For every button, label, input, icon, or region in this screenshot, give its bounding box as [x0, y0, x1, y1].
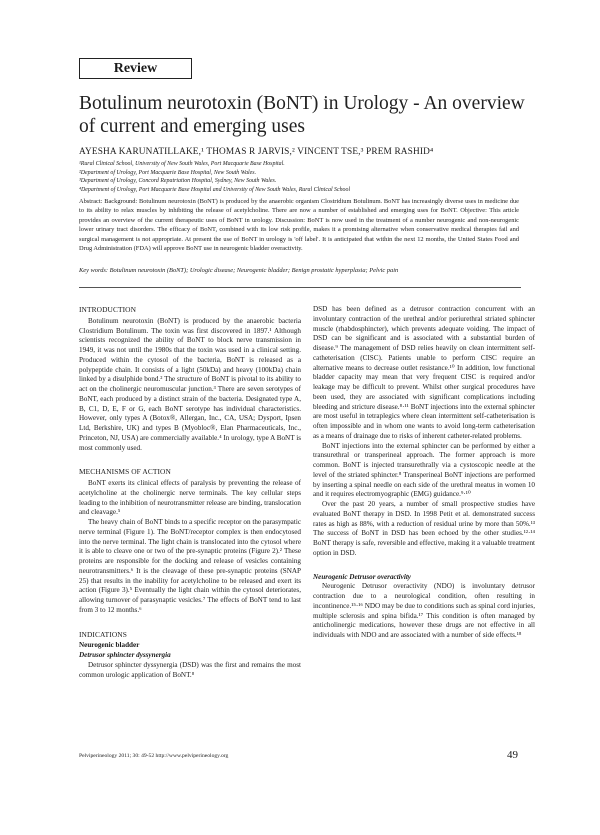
ndo-paragraph-1: Neurogenic Detrusor overactivity (NDO) is involuntary detrusor contraction due to a neurological condition, often resulting in incontinence.¹⁵·¹⁶ NDO may be due to conditions such as spinal cord injuries, multiple sclerosis and spina bifida.¹⁷ This condition is often managed by anticholinergic medications, however these drugs are not effective in all individuals with NDO and are associated with a number of side effects.¹⁸ [313, 582, 535, 639]
affiliation-line: ¹Rural Clinical School, University of New South Wales, Port Macquarie Base Hospital. [79, 161, 285, 167]
mechanisms-paragraph-2: The heavy chain of BoNT binds to a specific receptor on the parasympatic nerve terminal (Figure 1). The BoNT/receptor complex is then endocytosed into the nerve terminal. The light chain is translocated into the cytosol where it is able to cleave one or two of the pre-synaptic proteins (Figure 2).² These proteins are responsible for the docking and release of vesicles containing neurotransmitters.⁶ It is the cleavage of these pre-synaptic proteins (SNAP 25) that results in the inability for acetylcholine to be released and exert its action (Figure 3).⁵ Eventually the light chain within the cytosol deteriorates, allowing turnover of parasynaptic vesicles.⁷ The effects of BoNT tend to last from 3 to 12 months.⁶ [79, 518, 301, 614]
right-column [313, 305, 535, 641]
dsd-paragraph-4: Over the past 20 years, a number of small prospective studies have evaluated BoNT therapy in DSD. In 1998 Petit et al. demonstrated success rates as high as 88%, with a reduction of residual urine by more than 50%.¹³ The success of BoNT in DSD has been echoed by the other studies.¹²·¹⁴ BoNT therapy is safe, reversible and effective, making it a valuable treatment option in DSD. [313, 500, 535, 557]
introduction-paragraph: Botulinum neurotoxin (BoNT) is produced by the anaerobic bacteria Clostridium Botulinum. The toxin was first discovered in 1897.¹ Although scientists recognized the ability of BoNT to block nerve transmission in 1949, it was not until the 1980s that the toxin was used in a clinical setting. Produced within the cytosol of the bacteria, BoNT is released as a polypeptide chain. It consists of a light (50kDa) and heavy (100kDa) chain linked by a disulphide bond.² The structure of BoNT is pivotal to its ability to act on the cholinergic neuromuscular junction.³ There are seven serotypes of BoNT, each produced by a distinct strain of the bacteria. Designated type A, B, C1, D, E, F or G, each BoNT serotype has individual characteristics. However, only types A (Botox®, Allergan, Inc., CA, USA; Dysport, Ipsen Ltd, Berkshire, UK) and types B (Myobloc®, Elan Pharmaceuticals, Inc., Princeton, NJ, USA) are commercially available.⁴ In urology, type A BoNT is most commonly used. [79, 316, 301, 452]
affiliations [79, 160, 549, 195]
ndo-heading: Neurogenic Detrusor overactivity [313, 572, 411, 581]
header-divider [79, 287, 521, 288]
dsd-heading: Detrusor sphincter dyssynergia [79, 651, 171, 659]
mechanisms-paragraph-1: BoNT exerts its clinical effects of paralysis by preventing the release of acetylcholine at the cholinergic nerve terminals. The key cellular steps leading to the inhibition of neurotransmitter release are binding, translocation and cleavage.⁵ [79, 479, 301, 517]
author-list: AYESHA KARUNATILLAKE,¹ THOMAS R JARVIS,² VINCENT TSE,³ PREM RASHID⁴ [79, 147, 434, 157]
mechanisms-heading: MECHANISMS OF ACTION [79, 467, 171, 477]
affiliation-line: ⁴Department of Urology, Port Macquarie Base Hospital and University of New South Wales, Rural Clinical School [79, 187, 351, 194]
dsd-paragraph-1: Detrusor sphincter dyssynergia (DSD) was the first and remains the most common urologic application of BoNT.⁸ [79, 660, 301, 679]
neurogenic-bladder-heading: Neurogenic bladder [79, 641, 140, 650]
footer-citation: Pelviperineology 2011; 30: 49-52 http://www.pelviperineology.org [79, 753, 229, 759]
affiliation-line: ³Department of Urology, Concord Repatriation Hospital, Sydney, New South Wales. [79, 178, 277, 185]
keywords: Key words: Botulinum neurotoxin (BoNT); Urologic disease; Neurogenic bladder; Benign prostatic hyperplasia; Pelvic pain [79, 267, 399, 274]
section-label: Review [113, 60, 158, 76]
abstract: Abstract: Background: Botulinum neurotoxin (BoNT) is produced by the anaerobic organism Clostridium Botulinum. BoNT has increasingly diverse uses in medicine due to its ability to relax muscles by inhibiting the release of acetylcholine. There are now a number of established and emerging uses for BoNT. Objective: This article provides an overview of the current therapeutic uses of BoNT in urology. Discussion: BoNT is now used in the treatment of a number neurogenic and non-neurogenic lower urinary tract disorders. The efficacy of BoNT, combined with its low risk profile, makes it a promising alternative when conservative medical therapies fail and surgical management is not appropriate. At present the use of BoNT in urology is 'off label'. It is anticipated that within the next 12 months, the United States Food and Drug Administration (FDA) will approve BoNT use in neurogenic bladder overactivity. [79, 198, 519, 253]
indications-heading: INDICATIONS [79, 629, 127, 639]
introduction-heading: INTRODUCTION [79, 305, 137, 314]
dsd-paragraph-3: BoNT injections into the external sphincter can be performed by either a transurethral or transperineal approach. The former approach is more common. BoNT is injected transurethrally via a cystoscopic needle at the level of the striated sphincter.⁸ Transperineal BoNT injections are performed by inserting a spinal needle on each side of the urethral meatus in women 10 and it requires electromyographic (EMG) guidance.⁹·¹⁰ [313, 441, 535, 499]
section-label-box [79, 58, 192, 79]
affiliation-line: ²Department of Urology, Port Macquarie Base Hospital, New South Wales. [79, 169, 257, 176]
dsd-paragraph-2: DSD has been defined as a detrusor contraction concurrent with an involuntary contraction of the urethral and/or periurethral striated sphincter muscle (rhabdosphincter), which prevents adequate voiding. The impact of DSD can be significant and is associated with a substantial burden of disease.⁹ The management of DSD relies heavily on clean intermittent self-catheterisation (CISC). Patients unable to perform CISC require an alternative means to decrease outlet resistance.¹⁰ In addition, low functional bladder capacity may mean that very frequent CISC is required and/or leakage may be difficult to prevent. Whilst other surgical procedures have been used, they are associated with significant complications including bleeding and stricture disease.⁸·¹¹ BoNT injections into the external sphincter are most useful in tetraplegics where clean intermittent self-catheterisation is often impossible and in whom one wants to avoid long-term catheterisation as a means of drainage due to risks of inherent catheter-related problems. [313, 305, 535, 440]
left-column [79, 305, 301, 680]
page-number: 49 [507, 749, 518, 761]
article-title: Botulinum neurotoxin (BoNT) in Urology - An overview of current and emerging uses [79, 93, 525, 137]
